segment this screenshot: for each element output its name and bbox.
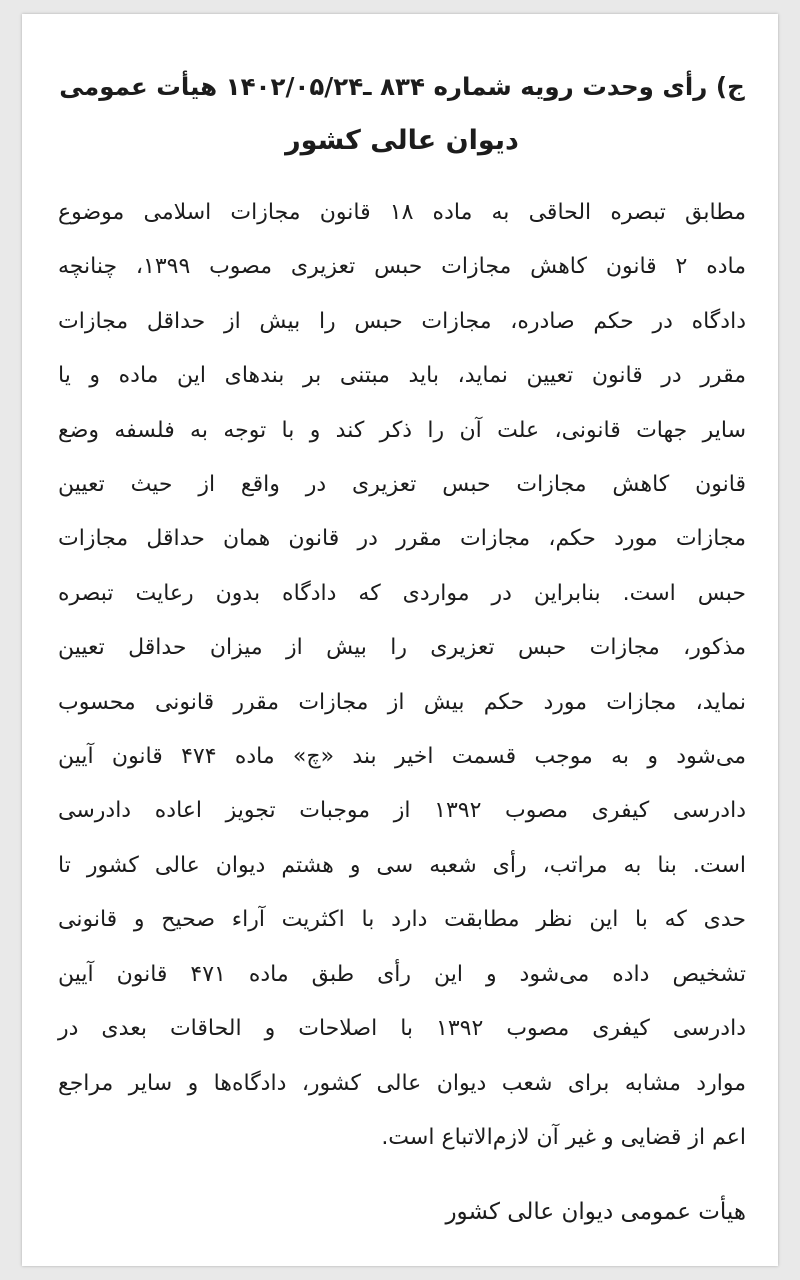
document-title-line-1: ج) رأی وحدت رویه شماره ۸۳۴ ـ۱۴۰۲/۰۵/۲۴ هیأت عمومی	[59, 72, 745, 101]
ruling-line-12: دادرسی کیفری مصوب ۱۳۹۲ از موجبات تجویز اعاده دادرسی	[58, 798, 746, 824]
ruling-line-10: نماید، مجازات مورد حکم بیش از مجازات مقرر قانونی محسوب	[58, 689, 746, 715]
ruling-line-17: موارد مشابه برای شعب دیوان عالی کشور، دادگاه‌ها و سایر مراجع	[58, 1070, 746, 1096]
signature: هیأت عمومی دیوان عالی کشور	[445, 1199, 746, 1226]
ruling-line-14: حدی که با این نظر مطابقت دارد با اکثریت آراء صحیح و قانونی	[58, 907, 746, 933]
document-title-line-2: دیوان عالی کشور	[285, 125, 519, 156]
ruling-line-1: مطابق تبصره الحاقی به ماده ۱۸ قانون مجازات اسلامی موضوع	[58, 200, 746, 225]
document-page	[22, 14, 778, 1266]
ruling-line-15: تشخیص داده می‌شود و این رأی طبق ماده ۴۷۱ قانون آیین	[58, 961, 746, 987]
ruling-line-6: قانون کاهش مجازات حبس تعزیری در واقع از حیث تعیین	[58, 472, 746, 498]
ruling-line-7: مجازات مورد حکم، مجازات مقرر در قانون همان حداقل مجازات	[58, 526, 746, 552]
ruling-line-5: سایر جهات قانونی، علت آن را ذکر کند و با توجه به فلسفه وضع	[58, 417, 746, 443]
ruling-line-13: است. بنا به مراتب، رأی شعبه سی و هشتم دیوان عالی کشور تا	[58, 852, 746, 878]
ruling-line-18: اعم از قضایی و غیر آن لازم‌الاتباع است.	[381, 1124, 746, 1150]
ruling-line-16: دادرسی کیفری مصوب ۱۳۹۲ با اصلاحات و الحاقات بعدی در	[58, 1016, 746, 1042]
ruling-text	[58, 186, 746, 1165]
ruling-line-3: دادگاه در حکم صادره، مجازات حبس را بیش از حداقل مجازات	[58, 308, 746, 334]
ruling-line-9: مذکور، مجازات حبس تعزیری را بیش از میزان حداقل تعیین	[58, 635, 746, 661]
document-title	[58, 60, 746, 168]
ruling-line-2: ماده ۲ قانون کاهش مجازات حبس تعزیری مصوب ۱۳۹۹، چنانچه	[58, 254, 747, 280]
ruling-line-8: حبس است. بنابراین در مواردی که دادگاه بدون رعایت تبصره	[58, 580, 746, 606]
ruling-line-4: مقرر در قانون تعیین نماید، باید مبتنی بر بندهای این ماده و یا	[58, 363, 746, 389]
ruling-line-11: می‌شود و به موجب قسمت اخیر بند «چ» ماده ۴۷۴ قانون آیین	[58, 744, 746, 770]
